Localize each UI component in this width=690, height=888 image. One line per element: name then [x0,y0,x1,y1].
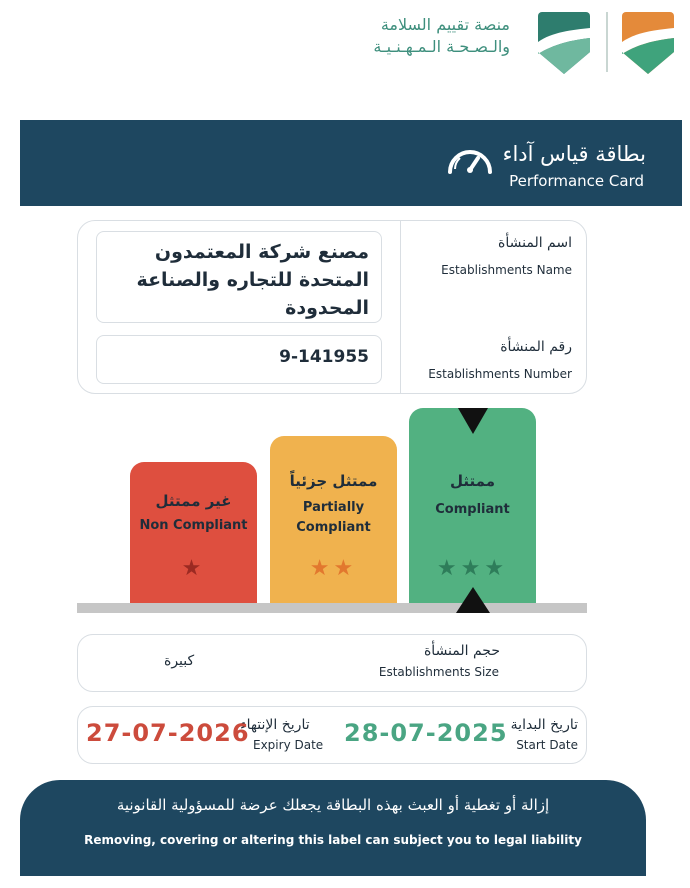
bars-baseline [77,603,587,613]
warning-text-arabic: إزالة أو تغطية أو العبث بهذه البطاقة يجعلك عرضة للمسؤولية القانونية [116,796,550,814]
level-compliant-ar: ممتثل [450,472,495,490]
size-label-english: Establishments Size [378,665,499,679]
level-partial-en-1: Partially [302,500,365,515]
bar-non-compliant [130,462,257,603]
establishment-number-field [96,335,382,384]
selected-indicator-down-icon [458,408,488,434]
logo-line-1: منصة تقييم السلامة [380,15,510,34]
two-stars-icon: ★★ [309,556,358,581]
expiry-date-label-english: Expiry Date [253,738,324,752]
level-partial-en-2: Compliant [296,520,371,535]
expiry-date-value: 27-07-2026 [86,719,250,747]
start-date-label-arabic: تاريخ البداية [510,717,578,733]
name-label-english: Establishments Name [441,263,572,277]
level-compliant-en: Compliant [435,502,510,517]
number-label-arabic: رقم المنشأة [500,339,572,355]
level-non-compliant-en: Non Compliant [139,518,248,533]
performance-card-header [20,120,682,206]
name-label-arabic: اسم المنشأة [498,235,572,251]
establishment-number-value: 9-141955 [279,347,369,367]
start-date-value: 28-07-2025 [344,719,508,747]
logo-divider [606,12,608,72]
start-date-label-english: Start Date [516,738,578,752]
level-partial-ar: ممتثل جزئياً [289,472,378,490]
logo-line-2: والـصـحـة الـمـهـنـيـة [373,37,510,56]
expiry-date-label-arabic: تاريخ الإنتهاء [240,717,310,733]
selected-indicator-up-icon [456,587,490,613]
number-label-english: Establishments Number [428,367,572,381]
ministry-logo-icon [622,12,674,74]
one-star-icon: ★ [181,556,206,581]
establishment-size-card [77,634,587,692]
three-stars-icon: ★★★ [436,556,509,581]
establishment-name-field [96,231,382,323]
card-title-english: Performance Card [509,172,644,190]
bar-compliant [409,408,536,603]
bar-partially-compliant [270,436,397,603]
card-title-arabic: بطاقة قياس آداء [502,142,646,166]
platform-logo-text [373,14,510,58]
size-value: كبيرة [164,653,195,669]
info-divider [400,221,401,393]
size-label-arabic: حجم المنشأة [423,643,500,659]
dates-card [77,706,587,764]
legal-warning-footer [20,780,646,876]
warning-text-english: Removing, covering or altering this label can subject you to legal liability [84,833,582,847]
establishment-info-card [77,220,587,394]
platform-logo-icon [538,12,590,74]
establishment-name-value: مصنع شركة المعتمدون المتحدة للتجاره والصناعة المحدودة [136,241,369,319]
gauge-icon [445,142,495,176]
level-non-compliant-ar: غير ممتثل [155,492,232,510]
